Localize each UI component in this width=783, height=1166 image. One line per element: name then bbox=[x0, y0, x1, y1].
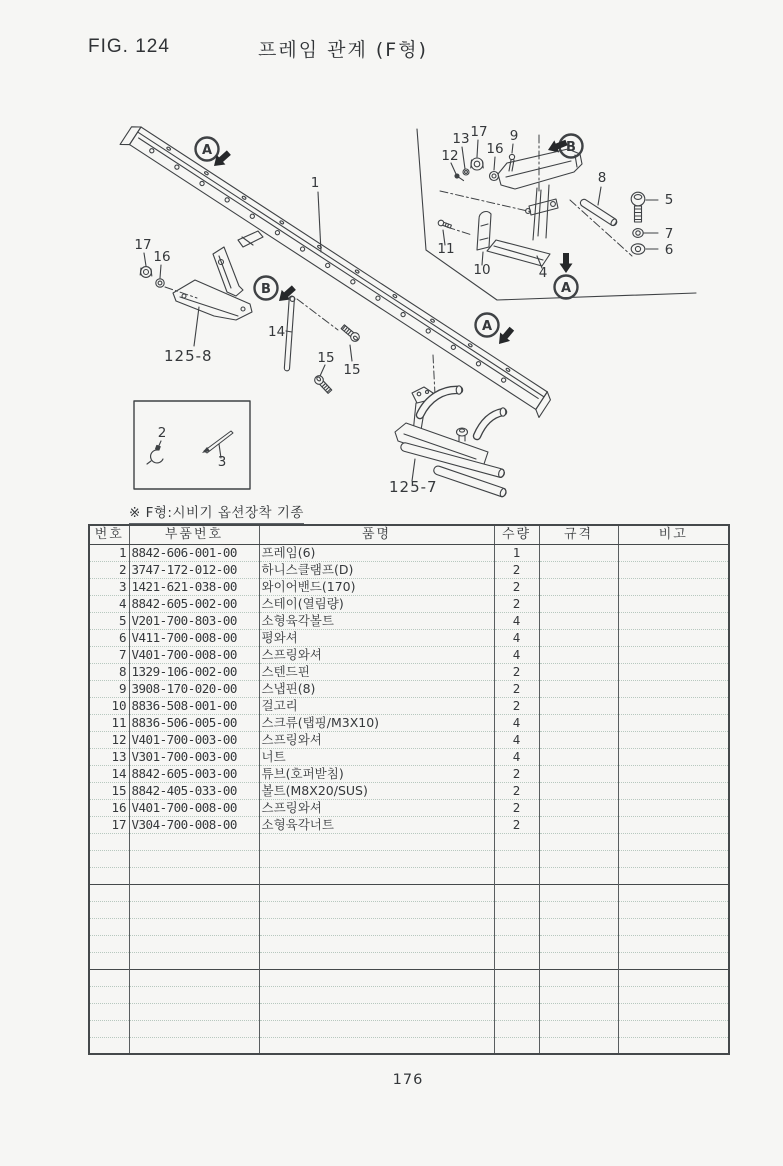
cell-no: 13 bbox=[89, 748, 129, 765]
cell-remarks bbox=[618, 680, 729, 697]
cell-remarks bbox=[618, 544, 729, 561]
table-row bbox=[89, 646, 729, 663]
empty-row bbox=[89, 1037, 729, 1054]
cell-spec bbox=[539, 680, 618, 697]
table-row bbox=[89, 799, 729, 816]
table-row bbox=[89, 629, 729, 646]
marker-a-subassembly bbox=[555, 276, 578, 299]
page-number: 176 bbox=[392, 1072, 424, 1088]
cell-name: 하니스클램프(D) bbox=[259, 561, 494, 578]
cell-spec bbox=[539, 561, 618, 578]
cell-no: 10 bbox=[89, 697, 129, 714]
cell-remarks bbox=[618, 612, 729, 629]
cell-no: 8 bbox=[89, 663, 129, 680]
cell-name: 스프링와셔 bbox=[259, 646, 494, 663]
cell-part-no: 1329-106-002-00 bbox=[129, 663, 259, 680]
tube-14-drawing bbox=[284, 296, 295, 371]
cell-name: 스테이(열림량) bbox=[259, 595, 494, 612]
cell-qty: 2 bbox=[494, 799, 539, 816]
label-16-right: 16 bbox=[486, 141, 504, 157]
bolt-15b-drawing bbox=[313, 374, 333, 395]
cell-remarks bbox=[618, 816, 729, 833]
table-row bbox=[89, 663, 729, 680]
cell-remarks bbox=[618, 663, 729, 680]
cell-qty: 2 bbox=[494, 782, 539, 799]
cell-spec bbox=[539, 731, 618, 748]
table-row bbox=[89, 544, 729, 561]
cell-no: 7 bbox=[89, 646, 129, 663]
cell-part-no: 8836-508-001-00 bbox=[129, 697, 259, 714]
table-row bbox=[89, 697, 729, 714]
table-row bbox=[89, 612, 729, 629]
cell-no: 1 bbox=[89, 544, 129, 561]
cell-remarks bbox=[618, 748, 729, 765]
cell-part-no: V301-700-003-00 bbox=[129, 748, 259, 765]
cell-no: 2 bbox=[89, 561, 129, 578]
marker-b-letter: B bbox=[261, 282, 271, 297]
label-17-left: 17 bbox=[134, 237, 152, 253]
cell-name: 스텐드핀 bbox=[259, 663, 494, 680]
cell-part-no: V304-700-008-00 bbox=[129, 816, 259, 833]
label-9: 9 bbox=[509, 128, 519, 144]
cell-qty: 4 bbox=[494, 731, 539, 748]
cell-spec bbox=[539, 595, 618, 612]
cell-no: 6 bbox=[89, 629, 129, 646]
cell-no: 12 bbox=[89, 731, 129, 748]
empty-row bbox=[89, 867, 729, 884]
label-6: 6 bbox=[664, 242, 674, 258]
cell-part-no: V201-700-803-00 bbox=[129, 612, 259, 629]
marker-a-rail-end bbox=[476, 314, 499, 337]
cell-qty: 2 bbox=[494, 816, 539, 833]
parts-table bbox=[88, 524, 730, 1055]
cell-spec bbox=[539, 816, 618, 833]
cell-name: 소형육각볼트 bbox=[259, 612, 494, 629]
inset-box-parts-2-3 bbox=[134, 401, 250, 489]
label-8: 8 bbox=[597, 170, 607, 186]
cell-name: 걸고리 bbox=[259, 697, 494, 714]
cell-no: 4 bbox=[89, 595, 129, 612]
label-15b: 15 bbox=[317, 350, 335, 366]
cell-remarks bbox=[618, 578, 729, 595]
header-part-no: 부품번호 bbox=[129, 525, 259, 544]
table-row bbox=[89, 595, 729, 612]
cell-spec bbox=[539, 765, 618, 782]
cell-qty: 4 bbox=[494, 714, 539, 731]
header-name: 품명 bbox=[259, 525, 494, 544]
cell-spec bbox=[539, 612, 618, 629]
cell-spec bbox=[539, 646, 618, 663]
cell-name: 스크류(탭핑/M3X10) bbox=[259, 714, 494, 731]
cell-remarks bbox=[618, 799, 729, 816]
cell-no: 15 bbox=[89, 782, 129, 799]
cell-qty: 1 bbox=[494, 544, 539, 561]
cell-name: 볼트(M8X20/SUS) bbox=[259, 782, 494, 799]
cell-remarks bbox=[618, 595, 729, 612]
label-1: 1 bbox=[310, 175, 320, 191]
marker-b-mid bbox=[255, 277, 278, 300]
marker-a-letter: A bbox=[481, 319, 493, 334]
cell-name: 스프링와셔 bbox=[259, 731, 494, 748]
cell-part-no: 8842-405-033-00 bbox=[129, 782, 259, 799]
cell-name: 스냅핀(8) bbox=[259, 680, 494, 697]
cell-qty: 2 bbox=[494, 663, 539, 680]
table-row bbox=[89, 816, 729, 833]
marker-a-top bbox=[196, 138, 219, 161]
cell-part-no: 1421-621-038-00 bbox=[129, 578, 259, 595]
cell-remarks bbox=[618, 782, 729, 799]
cell-remarks bbox=[618, 765, 729, 782]
empty-row bbox=[89, 969, 729, 986]
empty-row bbox=[89, 884, 729, 901]
empty-row bbox=[89, 986, 729, 1003]
cell-remarks bbox=[618, 714, 729, 731]
cell-part-no: 8842-605-003-00 bbox=[129, 765, 259, 782]
table-row bbox=[89, 731, 729, 748]
cell-remarks bbox=[618, 697, 729, 714]
cell-no: 16 bbox=[89, 799, 129, 816]
cell-no: 11 bbox=[89, 714, 129, 731]
cell-remarks bbox=[618, 561, 729, 578]
page-title: 프레임 관계 (F형) bbox=[258, 39, 428, 61]
cell-qty: 4 bbox=[494, 748, 539, 765]
cell-qty: 4 bbox=[494, 646, 539, 663]
cell-qty: 2 bbox=[494, 595, 539, 612]
label-17-right: 17 bbox=[470, 124, 488, 140]
empty-row bbox=[89, 918, 729, 935]
detail-enclosure-lines bbox=[417, 129, 696, 300]
label-15a: 15 bbox=[343, 362, 361, 378]
table-row bbox=[89, 561, 729, 578]
empty-row bbox=[89, 935, 729, 952]
cell-part-no: 3908-170-020-00 bbox=[129, 680, 259, 697]
header-spec: 규격 bbox=[539, 525, 618, 544]
cell-qty: 2 bbox=[494, 697, 539, 714]
cell-part-no: V401-700-008-00 bbox=[129, 799, 259, 816]
empty-section-2 bbox=[89, 884, 729, 969]
exploded-diagram bbox=[95, 105, 715, 505]
cell-part-no: 3747-172-012-00 bbox=[129, 561, 259, 578]
empty-section-3 bbox=[89, 969, 729, 1054]
empty-row bbox=[89, 850, 729, 867]
cell-spec bbox=[539, 663, 618, 680]
cell-spec bbox=[539, 629, 618, 646]
cell-spec bbox=[539, 578, 618, 595]
cell-no: 5 bbox=[89, 612, 129, 629]
cell-part-no: 8842-605-002-00 bbox=[129, 595, 259, 612]
header-qty: 수량 bbox=[494, 525, 539, 544]
table-row bbox=[89, 782, 729, 799]
cell-spec bbox=[539, 697, 618, 714]
cell-part-no: V401-700-008-00 bbox=[129, 646, 259, 663]
table-row bbox=[89, 680, 729, 697]
cell-part-no: V411-700-008-00 bbox=[129, 629, 259, 646]
label-7: 7 bbox=[664, 226, 674, 242]
marker-a-letter: A bbox=[560, 281, 572, 296]
label-4: 4 bbox=[538, 265, 548, 281]
cell-remarks bbox=[618, 731, 729, 748]
label-3: 3 bbox=[217, 454, 227, 470]
cell-no: 17 bbox=[89, 816, 129, 833]
cell-no: 3 bbox=[89, 578, 129, 595]
bolt-15a-drawing bbox=[340, 323, 361, 343]
table-row bbox=[89, 578, 729, 595]
empty-row bbox=[89, 901, 729, 918]
option-note: ※ F형:시비기 옵션장착 기종 bbox=[129, 501, 304, 524]
label-5: 5 bbox=[664, 192, 674, 208]
marker-a-letter: A bbox=[201, 143, 213, 158]
empty-row bbox=[89, 1003, 729, 1020]
label-12: 12 bbox=[441, 148, 459, 164]
cell-spec bbox=[539, 782, 618, 799]
label-ref-125-8: 125-8 bbox=[164, 347, 213, 365]
label-10: 10 bbox=[473, 262, 491, 278]
cell-name: 프레임(6) bbox=[259, 544, 494, 561]
cell-remarks bbox=[618, 629, 729, 646]
cell-qty: 4 bbox=[494, 629, 539, 646]
cell-part-no: V401-700-003-00 bbox=[129, 731, 259, 748]
empty-row bbox=[89, 1020, 729, 1037]
cell-spec bbox=[539, 748, 618, 765]
cell-no: 9 bbox=[89, 680, 129, 697]
cell-remarks bbox=[618, 646, 729, 663]
cell-name: 와이어밴드(170) bbox=[259, 578, 494, 595]
cell-spec bbox=[539, 799, 618, 816]
cell-name: 너트 bbox=[259, 748, 494, 765]
label-11: 11 bbox=[437, 241, 455, 257]
header-remarks: 비고 bbox=[618, 525, 729, 544]
figure-number: FIG. 124 bbox=[88, 36, 170, 57]
cell-name: 소형육각너트 bbox=[259, 816, 494, 833]
cell-spec bbox=[539, 544, 618, 561]
parts-rows bbox=[89, 544, 729, 884]
stay-subassembly bbox=[437, 140, 658, 268]
parts-table-header bbox=[89, 525, 729, 544]
cell-part-no: 8836-506-005-00 bbox=[129, 714, 259, 731]
cell-qty: 4 bbox=[494, 612, 539, 629]
label-2: 2 bbox=[157, 425, 167, 441]
cell-qty: 2 bbox=[494, 680, 539, 697]
table-row bbox=[89, 714, 729, 731]
label-ref-125-7: 125-7 bbox=[389, 478, 438, 496]
cell-no: 14 bbox=[89, 765, 129, 782]
cell-qty: 2 bbox=[494, 765, 539, 782]
label-14: 14 bbox=[268, 324, 286, 340]
header-no: 번호 bbox=[89, 525, 129, 544]
table-row bbox=[89, 748, 729, 765]
cell-name: 스프링와셔 bbox=[259, 799, 494, 816]
empty-row bbox=[89, 952, 729, 969]
direction-arrows bbox=[210, 136, 573, 348]
cell-name: 평와셔 bbox=[259, 629, 494, 646]
marker-b-letter: B bbox=[566, 140, 576, 155]
label-13: 13 bbox=[452, 131, 470, 147]
table-row bbox=[89, 765, 729, 782]
empty-row bbox=[89, 833, 729, 850]
label-16-left: 16 bbox=[153, 249, 171, 265]
cell-spec bbox=[539, 714, 618, 731]
cell-qty: 2 bbox=[494, 578, 539, 595]
cell-name: 튜브(호퍼받침) bbox=[259, 765, 494, 782]
cell-part-no: 8842-606-001-00 bbox=[129, 544, 259, 561]
cell-qty: 2 bbox=[494, 561, 539, 578]
